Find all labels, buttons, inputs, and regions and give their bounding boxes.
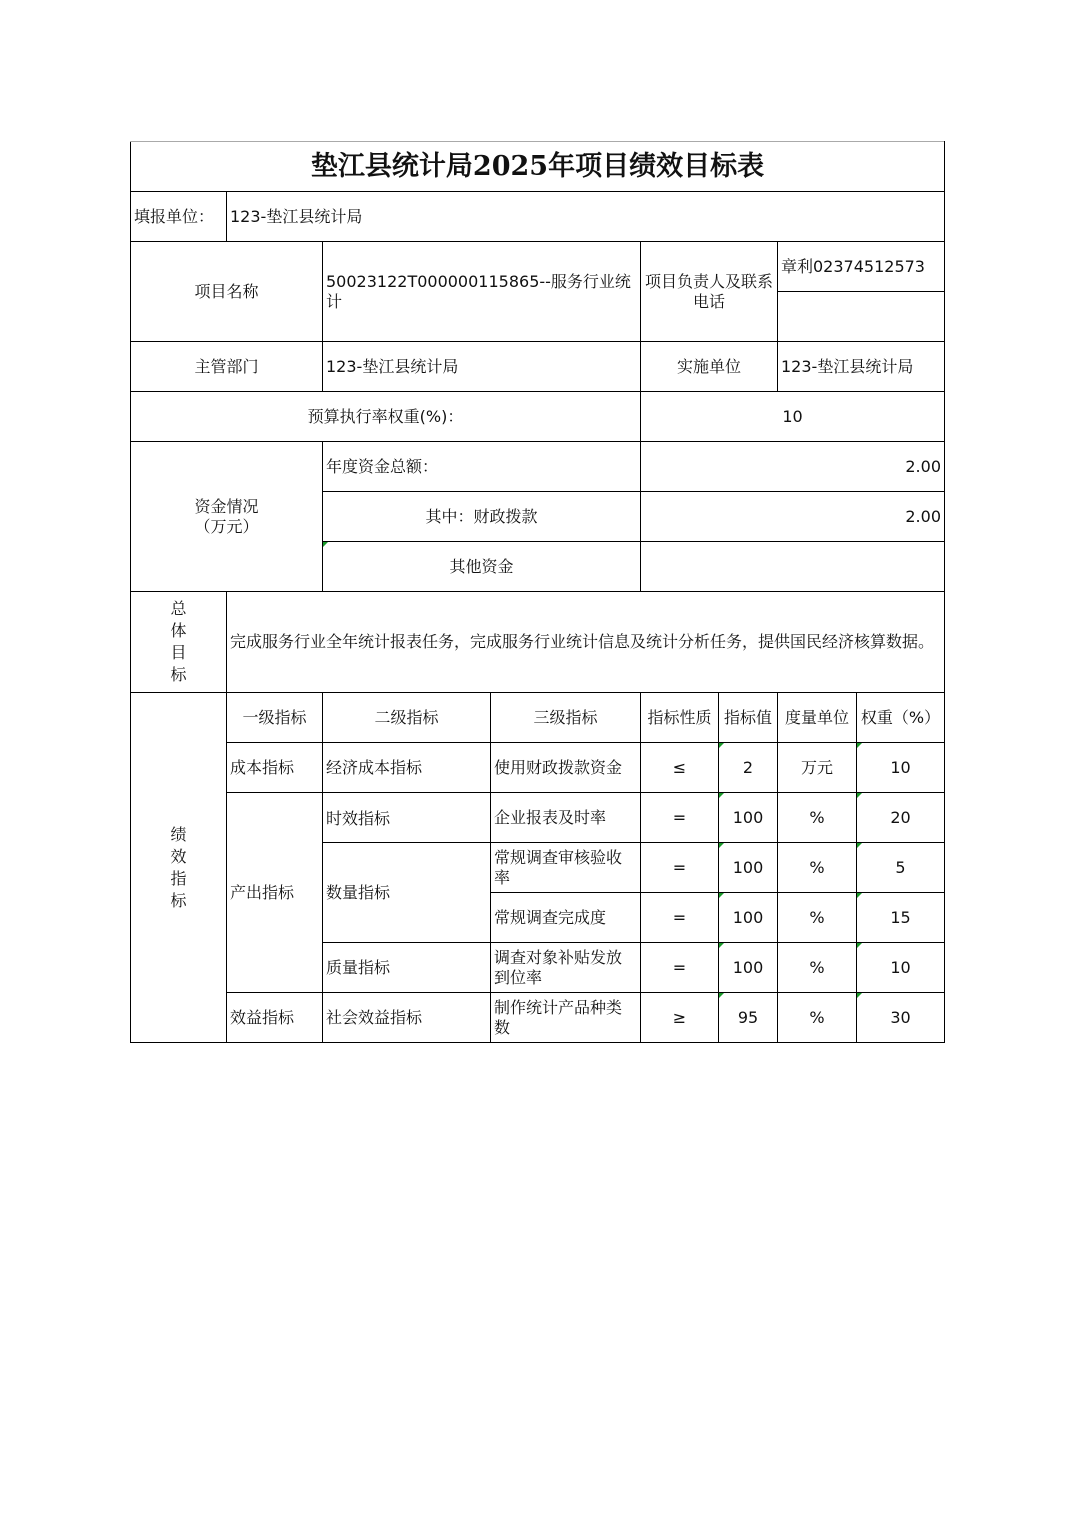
department-label: 主管部门 (131, 342, 323, 392)
level3-cell: 企业报表及时率 (491, 793, 641, 843)
indicators-label (131, 693, 227, 1043)
weight-cell: 30 (857, 993, 945, 1043)
header-level1: 一级指标 (227, 693, 323, 743)
level2-cell: 社会效益指标 (323, 993, 491, 1043)
table-row (131, 793, 945, 843)
budget-weight-value: 10 (641, 392, 945, 442)
header-level2: 二级指标 (323, 693, 491, 743)
unit-cell: % (778, 793, 857, 843)
goal-label (131, 592, 227, 693)
level3-cell: 常规调查完成度 (491, 893, 641, 943)
header-level3: 三级指标 (491, 693, 641, 743)
department-value: 123-垫江县统计局 (323, 342, 641, 392)
weight-cell: 10 (857, 943, 945, 993)
unit-cell: % (778, 943, 857, 993)
goal-text: 完成服务行业全年统计报表任务，完成服务行业统计信息及统计分析任务，提供国民经济核算数据。 (227, 592, 945, 693)
nature-cell: = (641, 843, 719, 893)
nature-cell: = (641, 943, 719, 993)
level2-cell: 时效指标 (323, 793, 491, 843)
header-weight: 权重（%） (857, 693, 945, 743)
level2-cell: 数量指标 (323, 843, 491, 943)
level2-cell: 质量指标 (323, 943, 491, 993)
value-cell: 95 (719, 993, 778, 1043)
funds-label-text: 资金情况（万元） (194, 496, 259, 536)
funds-other-value (641, 542, 945, 592)
funds-fiscal-value: 2.00 (641, 492, 945, 542)
contact-value: 章利02374512573 (778, 242, 945, 292)
goal-label-text: 总体目标 (170, 599, 187, 684)
budget-weight-label: 预算执行率权重(%)： (131, 392, 641, 442)
unit-cell: 万元 (778, 743, 857, 793)
funds-fiscal-label: 其中：财政拨款 (323, 492, 641, 542)
funds-other-label: 其他资金 (323, 542, 641, 592)
nature-cell: = (641, 893, 719, 943)
unit-cell: % (778, 993, 857, 1043)
nature-cell: = (641, 793, 719, 843)
level1-cell: 产出指标 (227, 793, 323, 993)
weight-cell: 5 (857, 843, 945, 893)
level3-cell: 使用财政拨款资金 (491, 743, 641, 793)
table-row (131, 993, 945, 1043)
table-row (131, 743, 945, 793)
value-cell: 100 (719, 943, 778, 993)
header-nature: 指标性质 (641, 693, 719, 743)
level1-cell: 成本指标 (227, 743, 323, 793)
indicators-label-text: 绩效指标 (170, 824, 187, 910)
level2-cell: 经济成本指标 (323, 743, 491, 793)
reporting-unit-label: 填报单位： (131, 192, 227, 242)
level3-cell: 调查对象补贴发放到位率 (491, 943, 641, 993)
level3-cell: 常规调查审核验收率 (491, 843, 641, 893)
value-cell: 100 (719, 893, 778, 943)
weight-cell: 20 (857, 793, 945, 843)
weight-cell: 10 (857, 743, 945, 793)
funds-label (131, 442, 323, 592)
project-name-label: 项目名称 (131, 242, 323, 342)
value-cell: 100 (719, 793, 778, 843)
project-name-value: 50023122T000000115865--服务行业统计 (323, 242, 641, 342)
value-cell: 2 (719, 743, 778, 793)
nature-cell: ≥ (641, 993, 719, 1043)
contact-label: 项目负责人及联系电话 (641, 242, 778, 342)
unit-cell: % (778, 843, 857, 893)
implementing-unit-label: 实施单位 (641, 342, 778, 392)
weight-cell: 15 (857, 893, 945, 943)
level3-cell: 制作统计产品种类数 (491, 993, 641, 1043)
contact-extra-cell (778, 292, 945, 342)
unit-cell: % (778, 893, 857, 943)
implementing-unit-value: 123-垫江县统计局 (778, 342, 945, 392)
header-unit: 度量单位 (778, 693, 857, 743)
performance-target-table (130, 141, 945, 1043)
funds-total-label: 年度资金总额： (323, 442, 641, 492)
header-value: 指标值 (719, 693, 778, 743)
page-title: 垫江县统计局2025年项目绩效目标表 (131, 142, 945, 192)
level1-cell: 效益指标 (227, 993, 323, 1043)
nature-cell: ≤ (641, 743, 719, 793)
reporting-unit-value: 123-垫江县统计局 (227, 192, 945, 242)
value-cell: 100 (719, 843, 778, 893)
funds-total-value: 2.00 (641, 442, 945, 492)
